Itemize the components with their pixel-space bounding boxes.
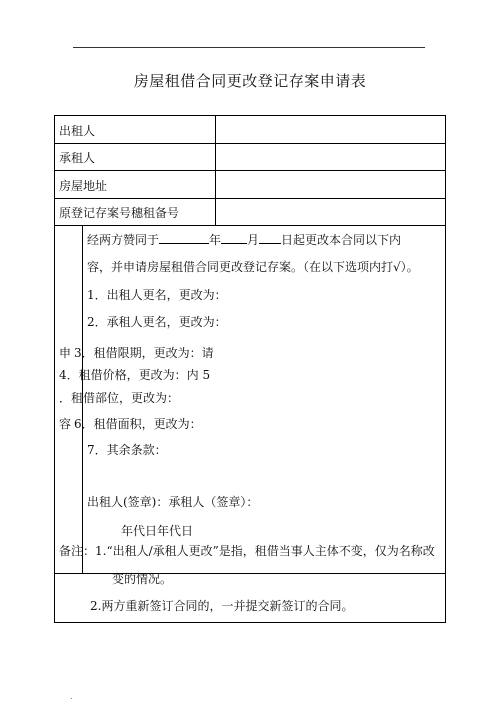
- date-line: 年代日年代日: [121, 524, 194, 538]
- signature-line: 出租人(签章)：承租人（签章）：: [87, 495, 259, 509]
- row-lessor: [55, 116, 445, 144]
- top-rule: [73, 47, 425, 48]
- lessor-label: 出租人: [59, 124, 96, 138]
- year-text: 年: [209, 233, 222, 247]
- lessee-label: 承租人: [59, 151, 96, 165]
- month-text: 月: [247, 233, 260, 247]
- item-2: 2．承租人更名，更改为：: [87, 315, 227, 329]
- record-number-label: 原登记存案号穗租备号: [59, 206, 180, 220]
- agreement-line-2: 容，并申请房屋租借合同更改登记存案。（在以下选项内打√）。: [87, 260, 419, 274]
- row-change-content: [55, 226, 445, 574]
- year-blank: [159, 232, 209, 244]
- item-6: 6．租借面积，更改为：: [74, 417, 202, 431]
- row-record-number: [55, 199, 445, 226]
- note-2: 2.两方重新签订合同的，一并提交新签订的合同。: [90, 599, 354, 613]
- side-label-rong: 容: [59, 417, 72, 431]
- row-lessee: [55, 144, 445, 171]
- item-4: 4．租借价格，更改为：内 5: [59, 368, 211, 382]
- agreement-text-a: 经两方赞同于: [87, 233, 160, 247]
- item-1: 1．出租人更名，更改为：: [87, 288, 227, 302]
- month-blank: [221, 232, 247, 244]
- item-3: 3．租借限期，更改为：请: [74, 346, 214, 360]
- note-1-line-b: 变的情况。: [112, 572, 173, 586]
- application-form-table: [54, 115, 446, 623]
- document-title: 房屋租借合同更改登记存案申请表: [133, 72, 367, 90]
- day-blank: [259, 232, 281, 244]
- footer-mark: .: [70, 692, 73, 701]
- row-address: [55, 171, 445, 199]
- agreement-line-1: [87, 231, 401, 248]
- agreement-text-d: 日起更改本合同以下内: [281, 233, 402, 247]
- note-1-line-a: 备注：1.“出租人/承租人更改”是指，租借当事人主体不变，仅为名称改: [59, 544, 435, 558]
- address-label: 房屋地址: [59, 179, 108, 193]
- item-7: 7．其余条款：: [87, 443, 167, 457]
- item-5: ．租借部位，更改为：: [59, 391, 180, 405]
- side-label-shen: 申: [59, 346, 72, 360]
